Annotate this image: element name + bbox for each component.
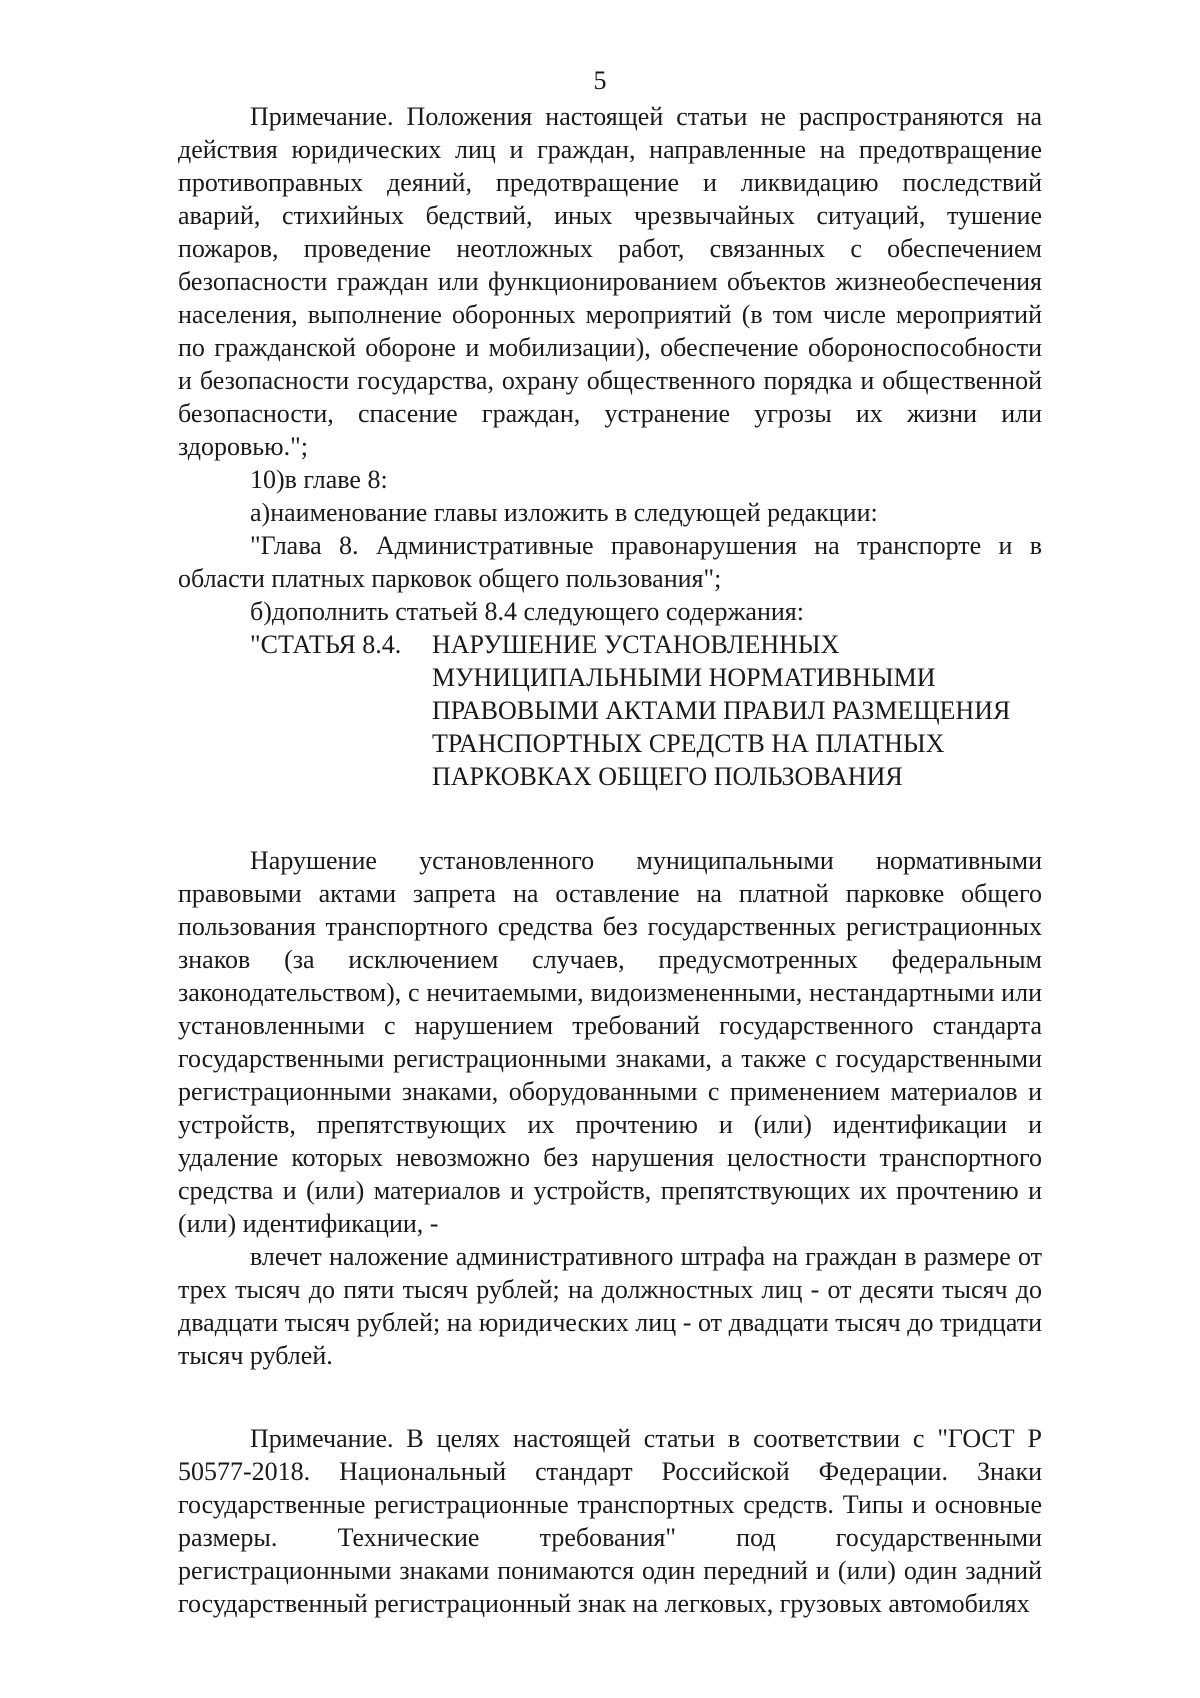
article-heading-prefix: "СТАТЬЯ 8.4. [250, 630, 402, 659]
item-b-paragraph: б)дополнить статьей 8.4 следующего содержания: [250, 597, 804, 626]
article-heading-line-4: ТРАНСПОРТНЫХ СРЕДСТВ НА ПЛАТНЫХ [432, 729, 945, 758]
article-heading-line-3: ПРАВОВЫМИ АКТАМИ ПРАВИЛ РАЗМЕЩЕНИЯ [432, 696, 1011, 725]
article-heading-lines [432, 628, 1052, 793]
article-heading-line-5: ПАРКОВКАХ ОБЩЕГО ПОЛЬЗОВАНИЯ [432, 762, 903, 791]
document-body [178, 100, 1042, 1620]
article-heading-line-2: МУНИЦИПАЛЬНЫМИ НОРМАТИВНЫМИ [432, 663, 936, 692]
penalty-paragraph: влечет наложение административного штрафа на граждан в размере от трех тысяч до пяти тысяч рублей; на должностных лиц - от десяти тысяч до двадцати тысяч рублей; на юридических лиц - от двадцати тысяч до тридцати тысяч рублей. [178, 1242, 1042, 1370]
violation-paragraph: Нарушение установленного муниципальными нормативными правовыми актами запрета на оставление на платной парковке общего пользования транспортного средства без государственных регистрационных знаков (за исключением случаев, предусмотренных федеральным законодательством), с нечитаемыми, видоизмененными, нестандартными или установленными с нарушением требований государственного стандарта государственными регистрационными знаками, а также с государственными регистрационными знаками, оборудованными с применением материалов и устройств, препятствующих их прочтению и (или) идентификации и удаление которых невозможно без нарушения целостности транспортного средства и (или) материалов и устройств, препятствующих их прочтению и (или) идентификации, - [178, 846, 1042, 1238]
note-paragraph-2: Примечание. В целях настоящей статьи в соответствии с "ГОСТ Р 50577-2018. Национальный стандарт Российской Федерации. Знаки государственные регистрационные транспортных средств. Типы и основные размеры. Технические требования" под государственными регистрационными знаками понимаются один передний и (или) один задний государственный регистрационный знак на легковых, грузовых автомобилях [178, 1424, 1042, 1618]
article-heading-line-1: НАРУШЕНИЕ УСТАНОВЛЕННЫХ [432, 630, 840, 659]
note-paragraph-1: Примечание. Положения настоящей статьи не распространяются на действия юридических лиц и граждан, направленные на предотвращение противоправных деяний, предотвращение и ликвидацию последствий аварий, стихийных бедствий, иных чрезвычайных ситуаций, тушение пожаров, проведение неотложных работ, связанных с обеспечением безопасности граждан или функционированием объектов жизнеобеспечения населения, выполнение оборонных мероприятий (в том числе мероприятий по гражданской обороне и мобилизации), обеспечение обороноспособности и безопасности государства, охрану общественного порядка и общественной безопасности, спасение граждан, устранение угрозы их жизни или здоровью."; [178, 102, 1042, 461]
item-10-paragraph: 10)в главе 8: [250, 465, 388, 494]
article-heading [178, 628, 1042, 793]
page-number: 5 [593, 66, 607, 95]
chapter-title-paragraph: "Глава 8. Административные правонарушения на транспорте и в области платных парковок общего пользования"; [178, 531, 1042, 593]
item-a-paragraph: а)наименование главы изложить в следующей редакции: [250, 498, 878, 527]
